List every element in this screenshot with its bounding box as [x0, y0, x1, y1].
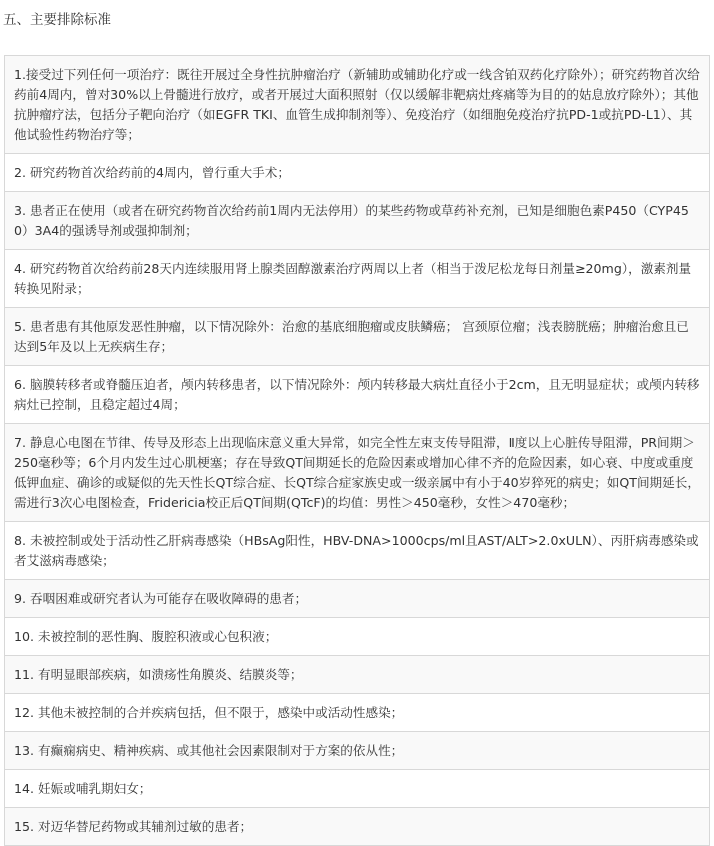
table-row	[5, 522, 710, 580]
criterion-2: 2. 研究药物首次给药前的4周内，曾行重大手术；	[5, 154, 710, 192]
table-row	[5, 618, 710, 656]
criterion-15: 15. 对迈华替尼药物或其辅剂过敏的患者；	[5, 808, 710, 846]
table-row	[5, 308, 710, 366]
criterion-11: 11. 有明显眼部疾病，如溃疡性角膜炎、结膜炎等；	[5, 656, 710, 694]
criterion-8: 8. 未被控制或处于活动性乙肝病毒感染（HBsAg阳性，HBV-DNA>1000cps/ml且AST/ALT>2.0xULN）、丙肝病毒感染或者艾滋病毒感染；	[5, 522, 710, 580]
table-row	[5, 808, 710, 846]
section-title: 五、主要排除标准	[3, 12, 111, 28]
table-row	[5, 694, 710, 732]
table-row	[5, 732, 710, 770]
criterion-9: 9. 吞咽困难或研究者认为可能存在吸收障碍的患者；	[5, 580, 710, 618]
criterion-3: 3. 患者正在使用（或者在研究药物首次给药前1周内无法停用）的某些药物或草药补充剂，已知是细胞色素P450（CYP450）3A4的强诱导剂或强抑制剂；	[5, 192, 710, 250]
table-row	[5, 250, 710, 308]
criterion-4: 4. 研究药物首次给药前28天内连续服用肾上腺类固醇激素治疗两周以上者（相当于泼尼松龙每日剂量≥20mg），激素剂量转换见附录；	[5, 250, 710, 308]
criterion-5: 5. 患者患有其他原发恶性肿瘤，以下情况除外：治愈的基底细胞瘤或皮肤鳞癌； 宫颈原位瘤；浅表膀胱癌；肿瘤治愈且已达到5年及以上无疾病生存；	[5, 308, 710, 366]
criterion-14: 14. 妊娠或哺乳期妇女；	[5, 770, 710, 808]
criterion-6: 6. 脑膜转移者或脊髓压迫者，颅内转移患者，以下情况除外：颅内转移最大病灶直径小于2cm，且无明显症状；或颅内转移病灶已控制，且稳定超过4周；	[5, 366, 710, 424]
table-row	[5, 192, 710, 250]
criterion-13: 13. 有癫痫病史、精神疾病、或其他社会因素限制对于方案的依从性；	[5, 732, 710, 770]
table-row	[5, 656, 710, 694]
table-row	[5, 366, 710, 424]
criterion-12: 12. 其他未被控制的合并疾病包括，但不限于，感染中或活动性感染；	[5, 694, 710, 732]
table-row	[5, 56, 710, 154]
table-row	[5, 770, 710, 808]
criterion-7: 7. 静息心电图在节律、传导及形态上出现临床意义重大异常，如完全性左束支传导阻滞，Ⅱ度以上心脏传导阻滞，PR间期＞250毫秒等；6个月内发生过心肌梗塞；存在导致QT间期延长的危险因素或增加心律不齐的危险因素，如心衰、中度或重度低钾血症、确诊的或疑似的先天性长QT综合症、长QT综合症家族史或一级亲属中有小于40岁猝死的病史；如QT间期延长，需进行3次心电图检查，Fridericia校正后QT间期(QTcF)的均值：男性＞450毫秒，女性＞470毫秒；	[5, 424, 710, 522]
table-row	[5, 580, 710, 618]
criterion-1: 1.接受过下列任何一项治疗：既往开展过全身性抗肿瘤治疗（新辅助或辅助化疗或一线含铂双药化疗除外）；研究药物首次给药前4周内，曾对30%以上骨髓进行放疗，或者开展过大面积照射（仅以缓解非靶病灶疼痛等为目的的姑息放疗除外）；其他抗肿瘤疗法，包括分子靶向治疗（如EGFR TKI、血管生成抑制剂等）、免疫治疗（如细胞免疫治疗抗PD-1或抗PD-L1）、其他试验性药物治疗等；	[5, 56, 710, 154]
exclusion-criteria-table	[4, 55, 710, 846]
table-row	[5, 154, 710, 192]
table-row	[5, 424, 710, 522]
criterion-10: 10. 未被控制的恶性胸、腹腔积液或心包积液；	[5, 618, 710, 656]
